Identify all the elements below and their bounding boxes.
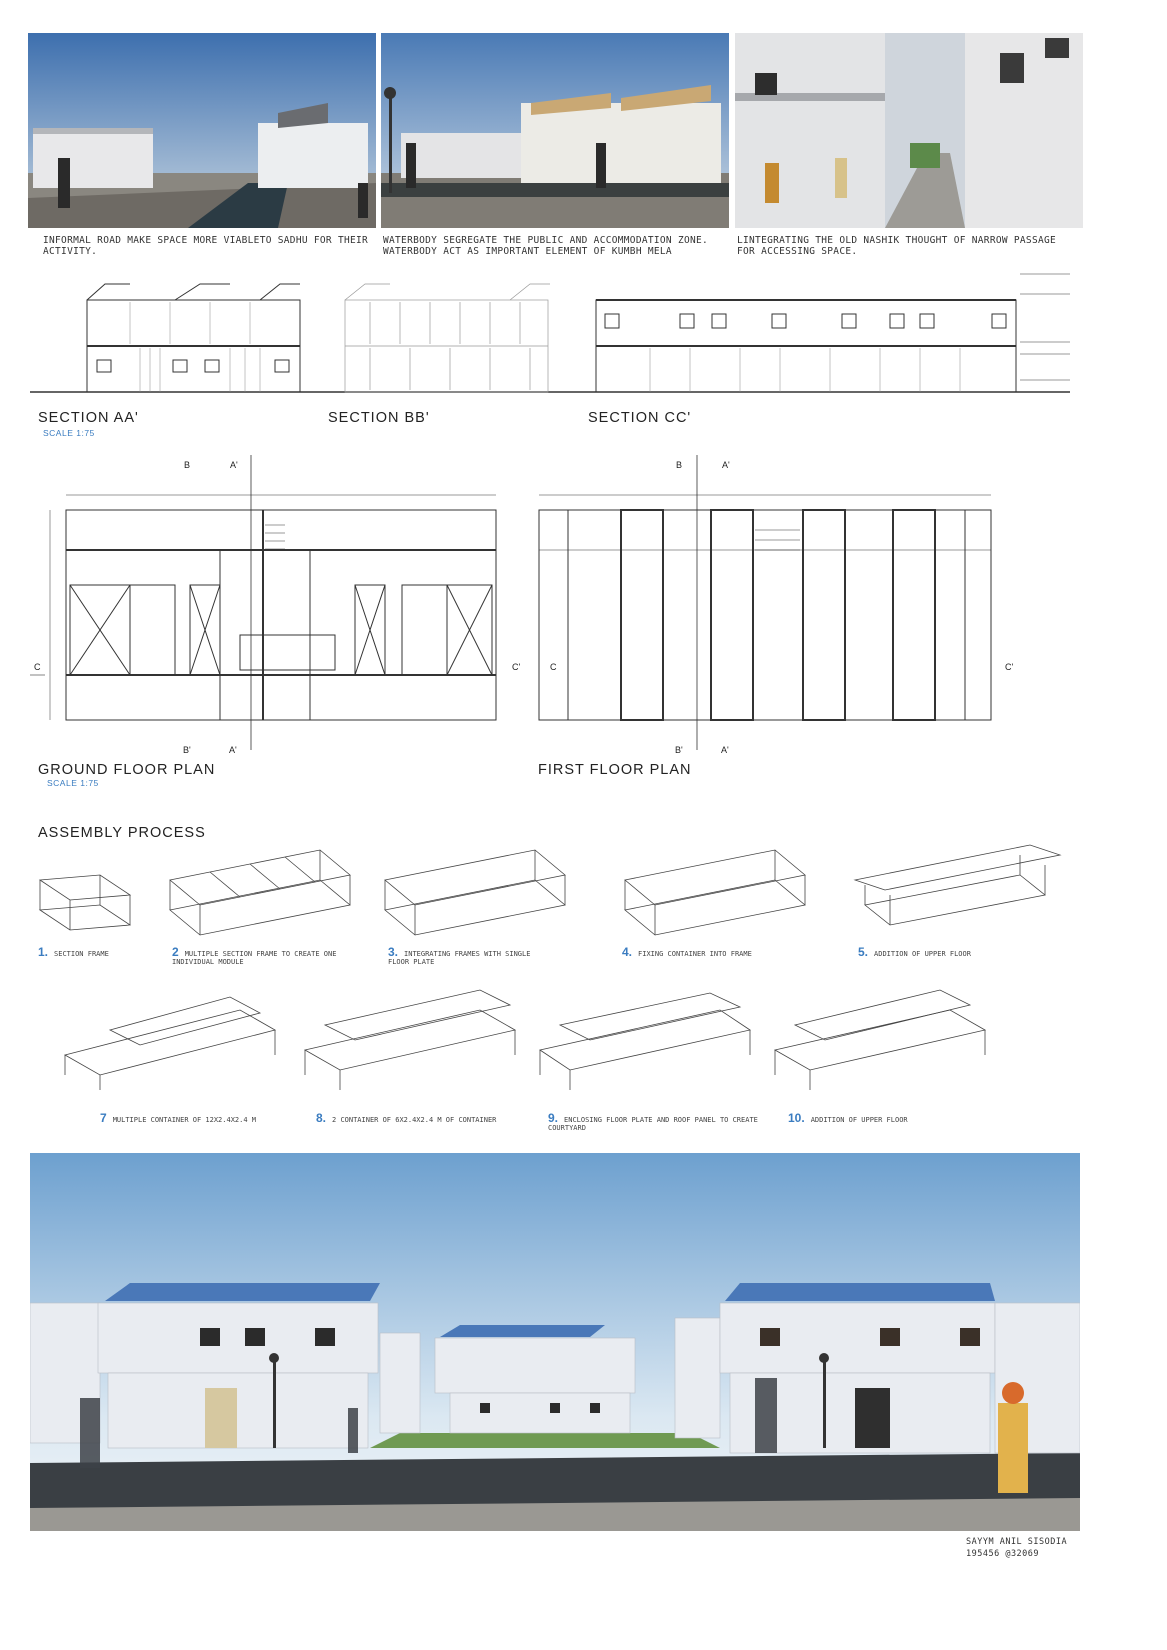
first-floor-plan xyxy=(535,455,1015,755)
section-cc-title: SECTION CC' xyxy=(588,410,692,426)
section-bb-title: SECTION BB' xyxy=(328,410,430,426)
assembly-title: ASSEMBLY PROCESS xyxy=(38,825,206,841)
section-aa-drawing xyxy=(87,284,300,392)
render-narrow-passage xyxy=(735,33,1083,228)
step-4-drawing xyxy=(625,850,805,935)
ff-grid-a2: A' xyxy=(721,745,729,755)
ground-floor-plan-title: GROUND FLOOR PLAN xyxy=(38,762,216,778)
step-2-drawing xyxy=(170,850,350,935)
first-floor-plan-title: FIRST FLOOR PLAN xyxy=(538,762,692,778)
step-8-drawing xyxy=(305,990,515,1090)
ground-floor-plan xyxy=(30,455,530,755)
step-2-label: 2 MULTIPLE SECTION FRAME TO CREATE ONE INDIVIDUAL MODULE xyxy=(172,945,337,966)
gf-grid-b2: B' xyxy=(183,745,191,755)
step-8-label: 8. 2 CONTAINER OF 6X2.4X2.4 M OF CONTAINER xyxy=(316,1111,497,1125)
ff-grid-b2: B' xyxy=(675,745,683,755)
step-9-label: 9. ENCLOSING FLOOR PLATE AND ROOF PANEL TO CREATE COURTYARD xyxy=(548,1111,758,1132)
step-5-label: 5. ADDITION OF UPPER FLOOR xyxy=(858,945,971,959)
gf-grid-a2: A' xyxy=(229,745,237,755)
step-10-drawing xyxy=(775,990,985,1090)
step-1-drawing xyxy=(40,875,130,930)
ff-grid-b: B xyxy=(676,460,683,470)
gf-grid-a: A' xyxy=(230,460,238,470)
credit-id: 195456 @32069 xyxy=(966,1549,1040,1559)
caption-informal-road: INFORMAL ROAD MAKE SPACE MORE VIABLETO SADHU FOR THEIR ACTIVITY. xyxy=(43,235,369,257)
step-9-drawing xyxy=(540,993,750,1090)
gf-grid-c2: C' xyxy=(512,662,521,672)
ff-grid-c2: C' xyxy=(1005,662,1014,672)
step-10-label: 10. ADDITION OF UPPER FLOOR xyxy=(788,1111,908,1125)
step-7-drawing xyxy=(65,997,275,1090)
assembly-row-2 xyxy=(30,985,1080,1095)
ff-grid-c: C xyxy=(550,662,557,672)
step-4-label: 4. FIXING CONTAINER INTO FRAME xyxy=(622,945,752,959)
step-5-drawing xyxy=(855,845,1060,925)
caption-waterbody: WATERBODY SEGREGATE THE PUBLIC AND ACCOMMODATION ZONE. WATERBODY ACT AS IMPORTANT ELEMENT OF KUMBH MELA xyxy=(383,235,709,257)
render-waterbody xyxy=(381,33,729,228)
step-7-label: 7 MULTIPLE CONTAINER OF 12X2.4X2.4 M xyxy=(100,1111,256,1125)
section-aa-title: SECTION AA' xyxy=(38,410,139,426)
assembly-row-1 xyxy=(30,840,1080,945)
ff-grid-a: A' xyxy=(722,460,730,470)
step-1-label: 1. SECTION FRAME xyxy=(38,945,109,959)
section-bb-drawing xyxy=(345,284,550,392)
gf-grid-c: C xyxy=(34,662,41,672)
ground-floor-plan-scale: SCALE 1:75 xyxy=(47,778,99,788)
render-informal-road xyxy=(28,33,376,228)
section-cc-drawing xyxy=(596,274,1070,392)
render-courtyard-view xyxy=(30,1153,1080,1531)
step-3-drawing xyxy=(385,850,565,935)
section-drawings xyxy=(30,272,1080,407)
gf-grid-b: B xyxy=(184,460,191,470)
credit-name: SAYYM ANIL SISODIA xyxy=(966,1537,1068,1547)
section-scale: SCALE 1:75 xyxy=(43,428,95,438)
caption-narrow-passage: LINTEGRATING THE OLD NASHIK THOUGHT OF NARROW PASSAGE FOR ACCESSING SPACE. xyxy=(737,235,1057,257)
step-3-label: 3. INTEGRATING FRAMES WITH SINGLE FLOOR PLATE xyxy=(388,945,531,966)
